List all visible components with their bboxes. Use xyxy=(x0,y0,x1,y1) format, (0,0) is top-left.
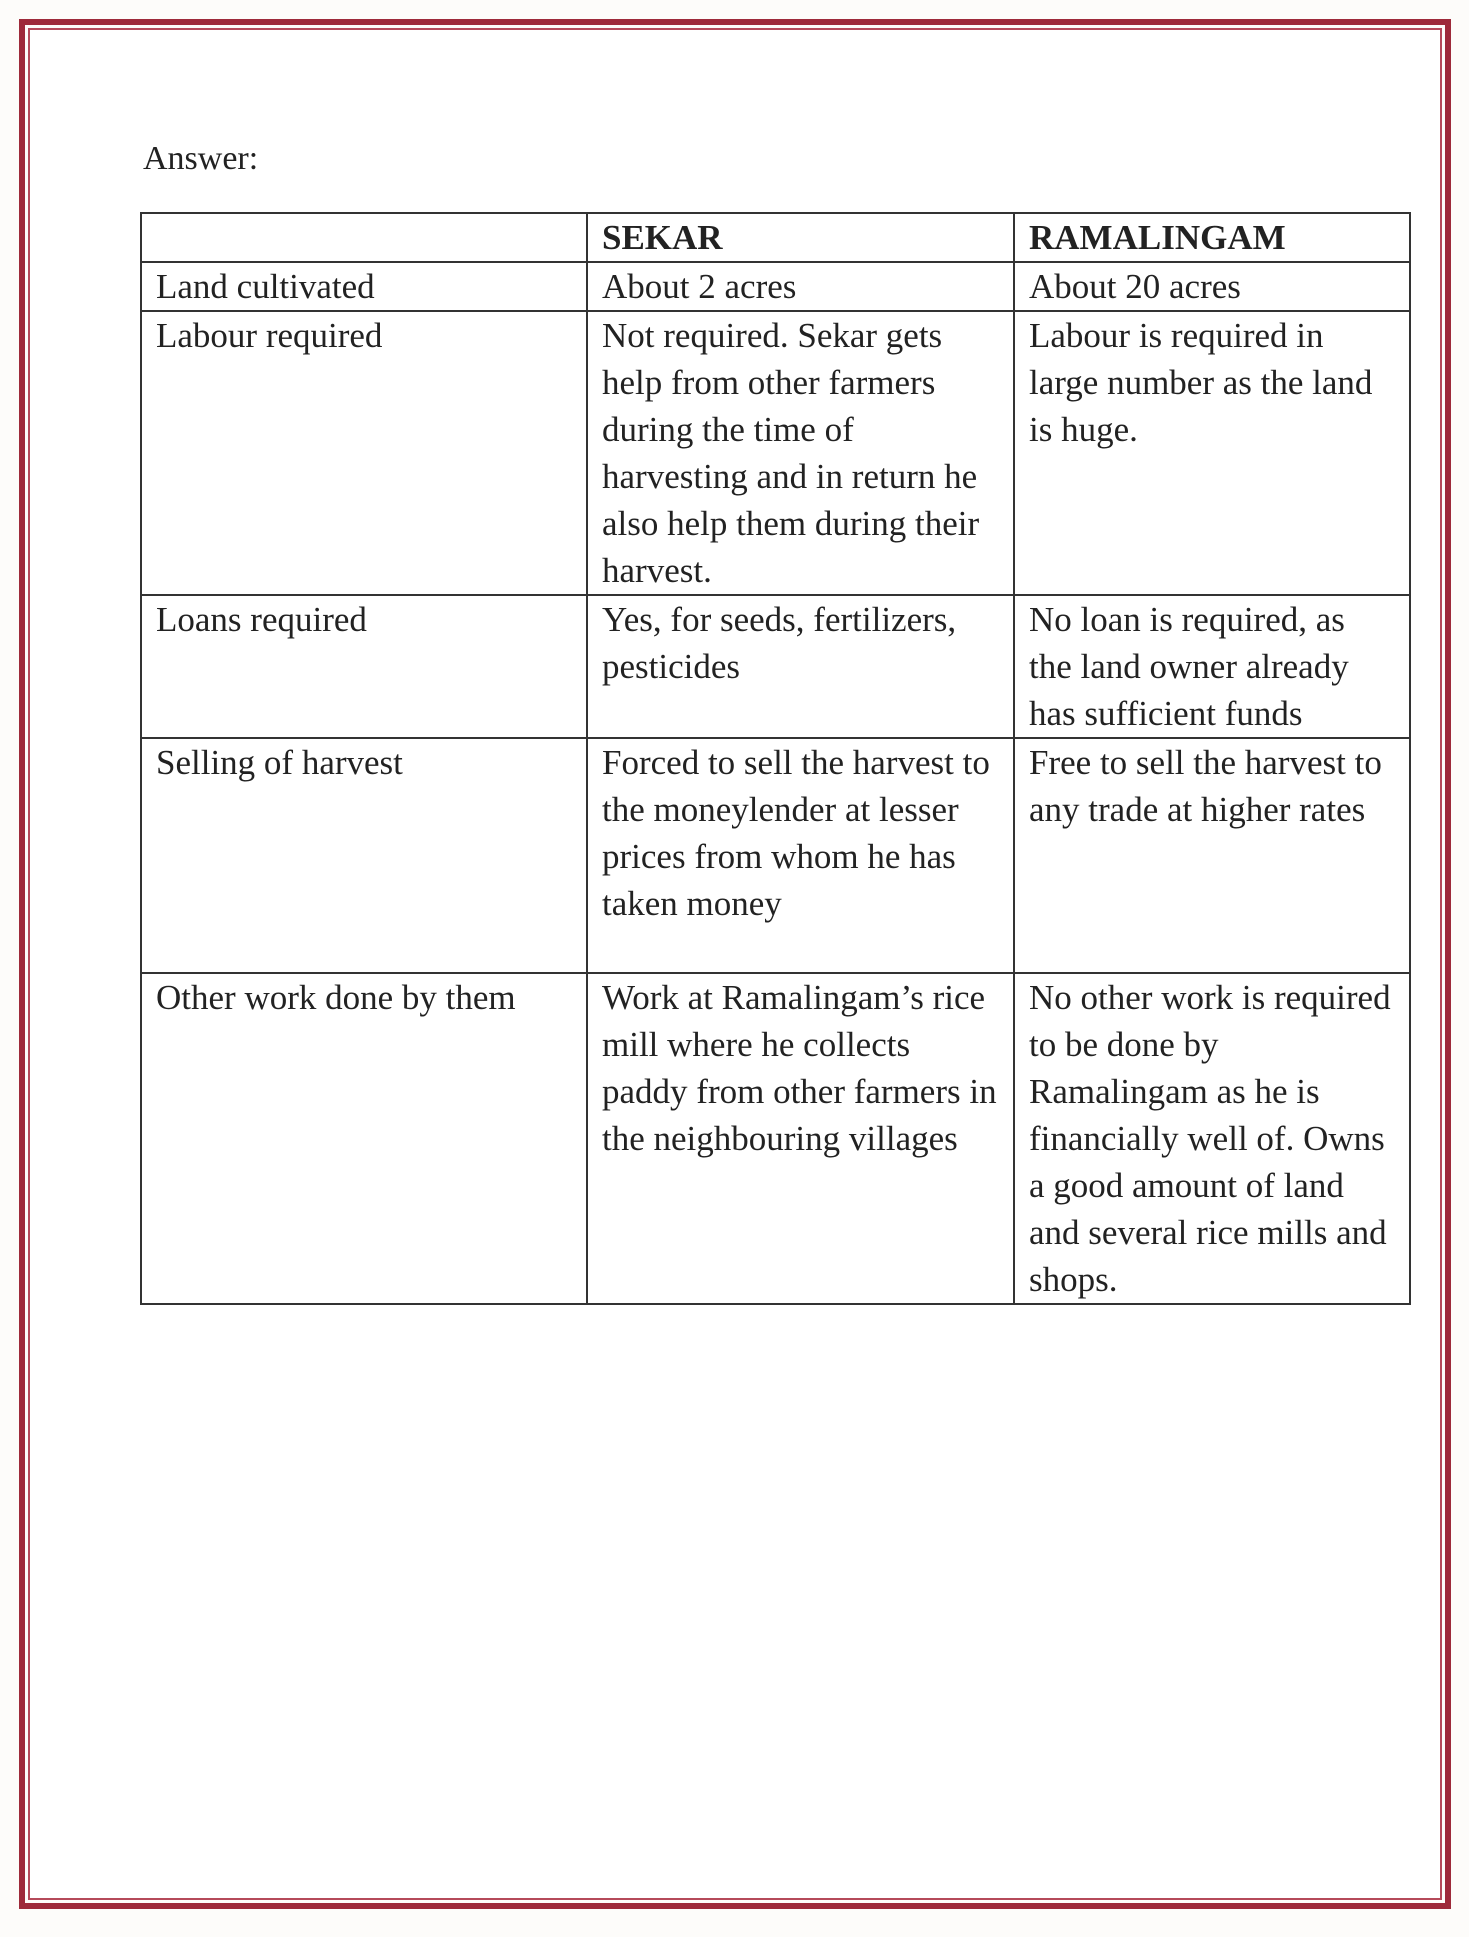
ramalingam-cell: Free to sell the harvest to any trade at higher rates xyxy=(1014,738,1410,973)
sekar-cell: About 2 acres xyxy=(587,262,1014,311)
table-row xyxy=(141,973,1410,1304)
sekar-cell: Work at Ramalingam’s rice mill where he collects paddy from other farmers in the neighbouring villages xyxy=(587,973,1014,1304)
sekar-cell: Yes, for seeds, fertilizers, pesticides xyxy=(587,595,1014,738)
row-label: Labour required xyxy=(141,311,587,595)
sekar-cell: Not required. Sekar gets help from other farmers during the time of harvesting and in return he also help them during their harvest. xyxy=(587,311,1014,595)
ramalingam-cell: About 20 acres xyxy=(1014,262,1410,311)
row-label: Selling of harvest xyxy=(141,738,587,973)
ramalingam-cell: No loan is required, as the land owner already has sufficient funds xyxy=(1014,595,1410,738)
row-label: Other work done by them xyxy=(141,973,587,1304)
header-ramalingam: RAMALINGAM xyxy=(1014,213,1410,262)
table-row xyxy=(141,595,1410,738)
table-row xyxy=(141,738,1410,973)
table-row xyxy=(141,262,1410,311)
sekar-cell: Forced to sell the harvest to the moneylender at lesser prices from whom he has taken money xyxy=(587,738,1014,973)
row-label: Loans required xyxy=(141,595,587,738)
comparison-table xyxy=(140,212,1411,1305)
table-header-row xyxy=(141,213,1410,262)
row-label: Land cultivated xyxy=(141,262,587,311)
ramalingam-cell: Labour is required in large number as the land is huge. xyxy=(1014,311,1410,595)
header-blank xyxy=(141,213,587,262)
answer-heading: Answer: xyxy=(143,140,259,177)
table-row xyxy=(141,311,1410,595)
ramalingam-cell: No other work is required to be done by Ramalingam as he is financially well of. Owns a good amount of land and several rice mills and shops. xyxy=(1014,973,1410,1304)
header-sekar: SEKAR xyxy=(587,213,1014,262)
